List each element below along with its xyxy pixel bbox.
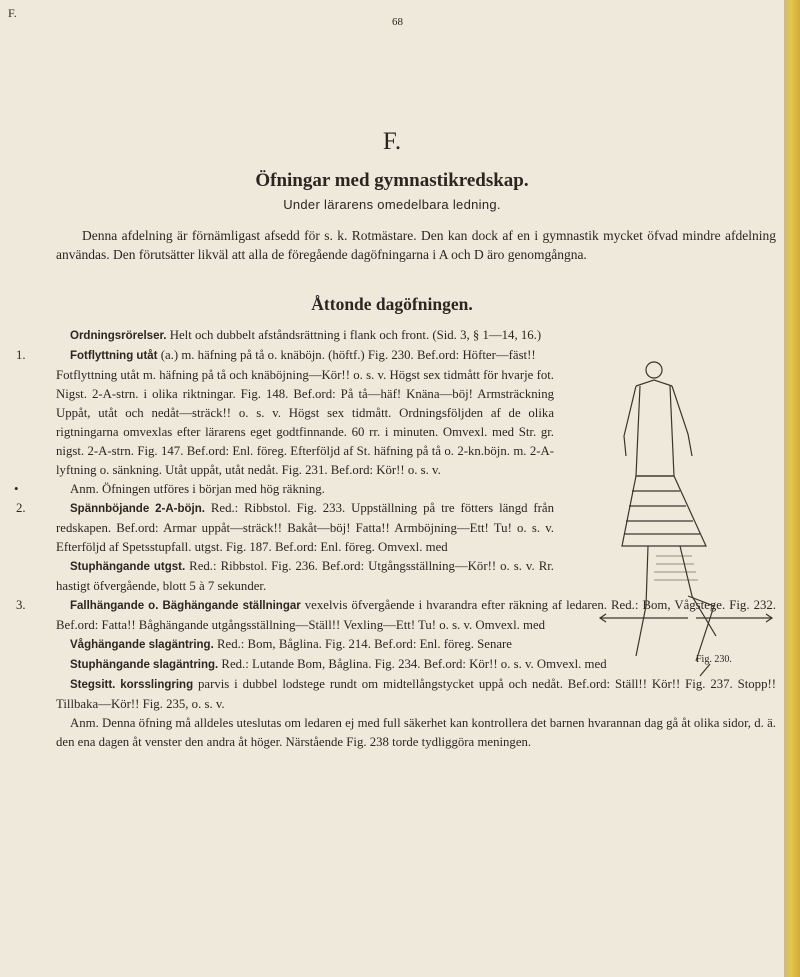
exercise-paragraph: [56, 366, 554, 480]
exercise-description: parvis i dubbel lodstege rundt om midtellångstycket uppå och nedåt. Bef.ord: Ställ!! Kör!! Fig. 237. Stopp!! Tillbaka—Kör!! Fig. 235, o. s. v.: [56, 677, 776, 711]
exercise-paragraph: [56, 714, 776, 752]
exercise-description: Red.: Lutande Bom, Båglina. Fig. 234. Bef.ord: Kör!! o. s. v. Omvexl. med: [218, 657, 607, 671]
exercise-name: Spännböjande 2-A-böjn.: [70, 503, 205, 515]
exercise-name: Stuphängande slagäntring.: [70, 659, 219, 671]
exercise-number: 3.: [16, 598, 26, 612]
exercise-paragraph: [56, 326, 776, 346]
exercise-description: (a.) m. häfning på tå o. knäböjn. (höftf.) Fig. 230. Bef.ord: Höfter—fäst!!: [157, 348, 536, 362]
corner-letter: F.: [8, 6, 17, 20]
exercise-name: Stuphängande utgst.: [70, 561, 186, 573]
section-letter: F.: [382, 128, 402, 155]
exercise-description: Anm. Denna öfning må alldeles uteslutas om ledaren ej med full säkerhet kan kontrollera det barnen hvarannan dag gå åt olika sidor, d. ä. den ena dagen åt venster den andra åt höger. Närstående Fig. 238 torde tydliggöra meningen.: [56, 716, 776, 749]
page-edge: [784, 0, 800, 977]
exercise-number: 1.: [16, 348, 26, 362]
exercise-description: Anm. Öfningen utföres i början med hög räkning.: [70, 482, 325, 496]
exercise-description: Red.: Bom, Båglina. Fig. 214. Bef.ord: Enl. föreg. Senare: [213, 637, 512, 651]
exercise-name: Fotflyttning utåt: [70, 350, 158, 362]
exercise-name: Ordningsrörelser.: [70, 330, 167, 342]
exercise-paragraph: [14, 480, 554, 499]
exercise-figure-illustration: [596, 356, 776, 686]
exercise-name: Stegsitt. korsslingring: [70, 679, 194, 691]
exercise-name: Våghängande slagäntring.: [70, 639, 214, 651]
exercise-paragraph: [56, 557, 554, 596]
exercise-description: Red.: Ribbstol. Fig. 233. Uppställning på tre fötters längd från redskapen. Bef.ord: Armar uppåt—sträck!! Bakåt—böj! Fatta!! Armböjning—Ett! Tu! o. s. v. Efterföljd af Spetsstupfall. utgst. Fig. 187. Bef.ord: Enl. föreg. Omvexl. med: [56, 501, 554, 554]
exercise-name: Fallhängande o. Bäghängande ställningar: [70, 600, 301, 612]
section-subtitle: Under lärarens omedelbara ledning.: [283, 197, 501, 212]
page-number: 68: [392, 16, 403, 28]
exercise-description: Red.: Ribbstol. Fig. 236. Bef.ord: Utgångsställning—Kör!! o. s. v. Rr. hastigt öfvergående, blott 5 à 7 sekunder.: [56, 559, 554, 593]
intro-paragraph: Denna afdelning är förnämligast afsedd för s. k. Rotmästare. Den kan dock af en i gymnastik mycket öfvad mindre afdelning användas. Den förutsätter likväl att alla de föregående dagöfningarna i A och D äro genomgångna.: [56, 228, 776, 262]
exercise-description: Fotflyttning utåt m. häfning på tå och knäböjning—Kör!! o. s. v. Högst sex tidmått för hvarje fot. Nigst. 2-A-strn. i olika riktningar. Fig. 148. Bef.ord: På tå—häf! Knäna—böj! Armsträckning Uppåt, utåt och nedåt—sträck!! o. s. v. Högst sex tidmått. Ordningsföljden af de olika rigtningarna omvexlas efter lärarens eget godtfinnande. 60 rr. i minuten. Omvexl. med Str. gr. nigst. 2-A-strn. Fig. 147. Bef.ord: Enl. föreg. Efterföljd af St. häfning på tå o. 2-kn.böjn. m. 2-A-lyftning o. sänkning. Utåt uppåt, utåt nedåt. Fig. 231. Bef.ord: Kör!! o. s. v.: [56, 368, 554, 477]
exercise-description: vexelvis öfvergående i hvarandra efter räkning af ledaren. Red.: Bom, Vågstege. Fig. 232. Bef.ord: Fatta!! Båghängande utgångsställning—Ställ!! Vexling—Ett! Tu! o. s. v. Omvexl. med: [56, 598, 776, 632]
exercise-number: 2.: [16, 501, 26, 515]
exercise-description: Helt och dubbelt afståndsrättning i flank och front. (Sid. 3, § 1—14, 16.): [166, 328, 542, 342]
figure-caption: Fig. 230.: [696, 654, 732, 665]
margin-bullet: •: [14, 482, 19, 496]
section-title: Öfningar med gymnastikredskap.: [255, 170, 529, 191]
exercise-paragraph: [16, 499, 554, 557]
lesson-heading: Åttonde dagöfningen.: [311, 294, 473, 314]
